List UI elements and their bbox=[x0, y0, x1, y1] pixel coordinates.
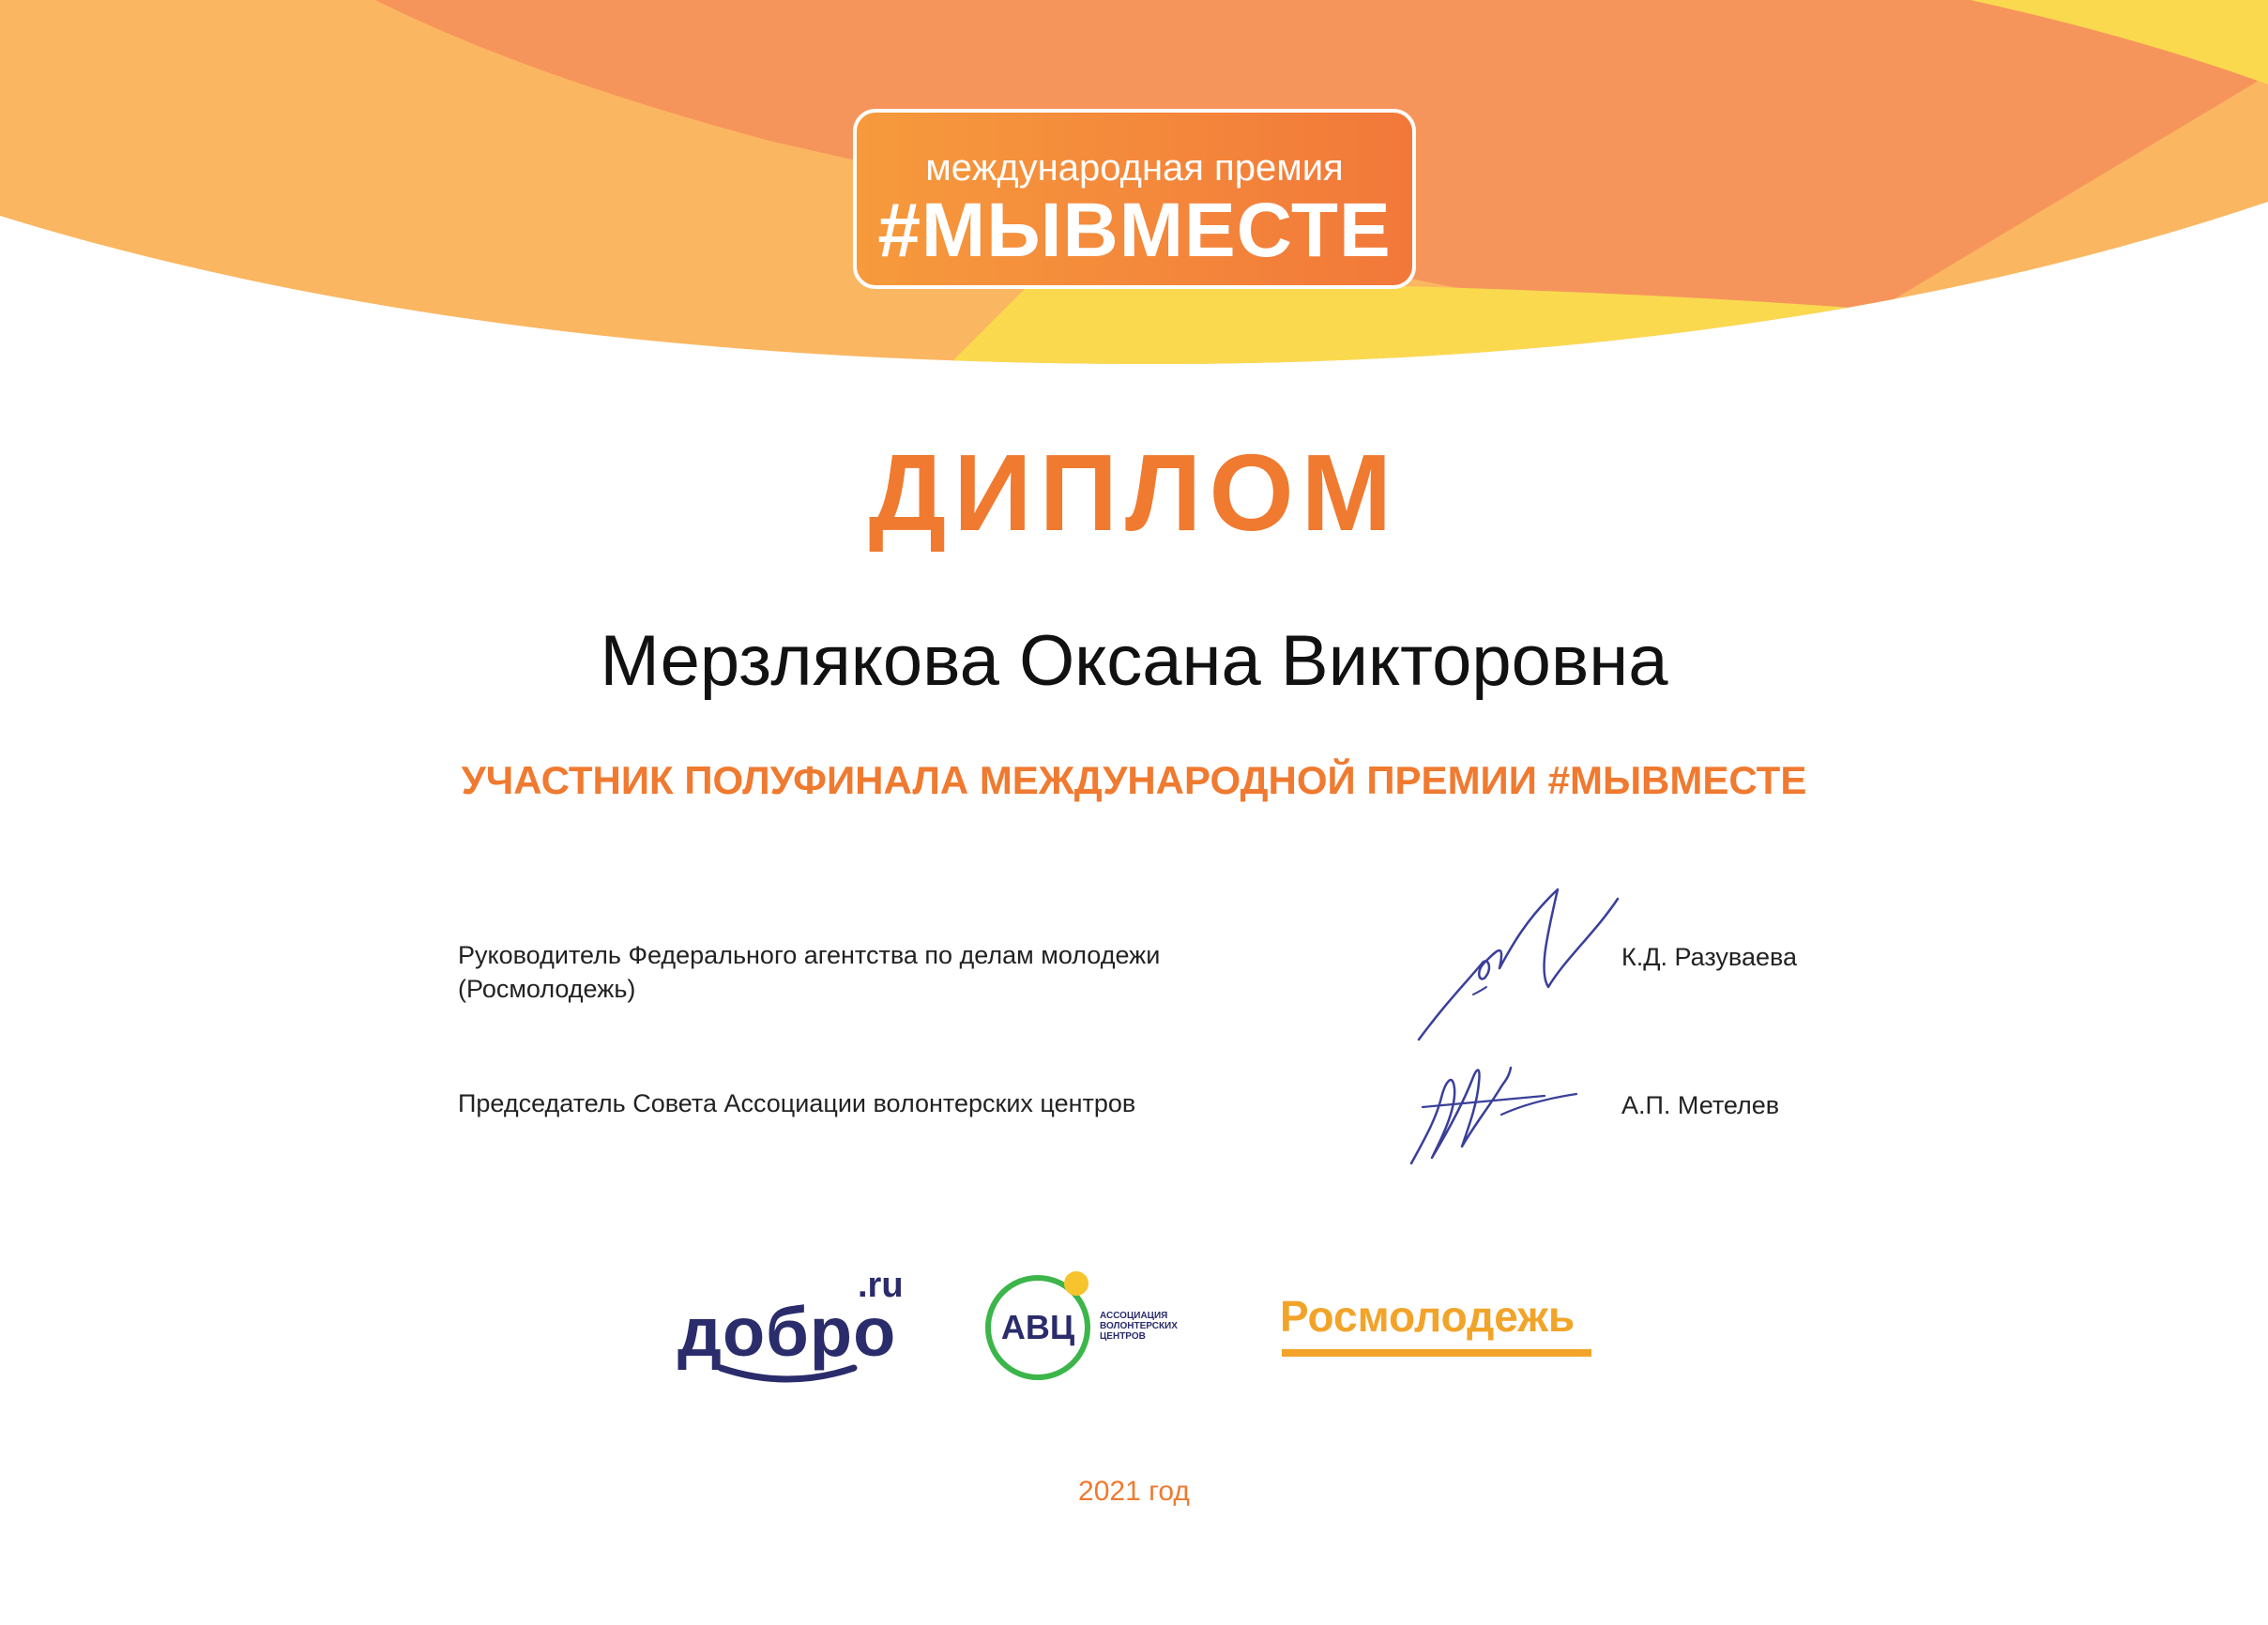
recipient-name: Мерзлякова Оксана Викторовна bbox=[600, 621, 1668, 701]
signatory-role-line: Председатель Совета Ассоциации волонтерских центров bbox=[458, 1089, 1136, 1117]
rosmolodezh-logo-text: Росмолодежь bbox=[1280, 1292, 1575, 1341]
dobro-ru-logo bbox=[677, 1267, 912, 1379]
dobro-smile-icon bbox=[717, 1364, 858, 1385]
premium-logo-caption: международная премия bbox=[925, 147, 1344, 189]
avc-logo-text: АВЦ bbox=[1000, 1308, 1075, 1346]
avc-sun-icon bbox=[1064, 1271, 1088, 1296]
dobro-logo-text: добро bbox=[677, 1293, 897, 1371]
rosmolodezh-logo bbox=[1280, 1291, 1599, 1357]
signatory-role-line: Руководитель Федерального агентства по делам молодежи bbox=[458, 941, 1161, 969]
premium-logo-badge bbox=[853, 109, 1416, 289]
avc-logo bbox=[985, 1271, 1210, 1384]
premium-logo-hashtag: #МЫВМЕСТЕ bbox=[877, 188, 1392, 273]
dobro-logo-suffix: .ru bbox=[858, 1266, 904, 1305]
signatory-role-avc bbox=[458, 1086, 1284, 1120]
diploma-subtitle: УЧАСТНИК ПОЛУФИНАЛА МЕЖДУНАРОДНОЙ ПРЕМИИ #МЫВМЕСТЕ bbox=[461, 758, 1807, 802]
diploma-year: 2021 год bbox=[1078, 1476, 1190, 1507]
rosmolodezh-underline bbox=[1282, 1349, 1591, 1357]
signature-razuvaeva bbox=[1408, 882, 1633, 1051]
signature-metelev bbox=[1404, 1049, 1582, 1171]
avc-logo-caption: АССОЦИАЦИЯ ВОЛОНТЕРСКИХ ЦЕНТРОВ bbox=[1100, 1311, 1178, 1342]
diploma-title: ДИПЛОМ bbox=[868, 432, 1400, 554]
signatory-role-rosmolodezh bbox=[458, 938, 1284, 1006]
signatory-name: А.П. Метелев bbox=[1621, 1091, 1780, 1119]
signatory-name: К.Д. Разуваева bbox=[1621, 943, 1798, 971]
signatory-role-line: (Росмолодежь) bbox=[458, 975, 636, 1003]
